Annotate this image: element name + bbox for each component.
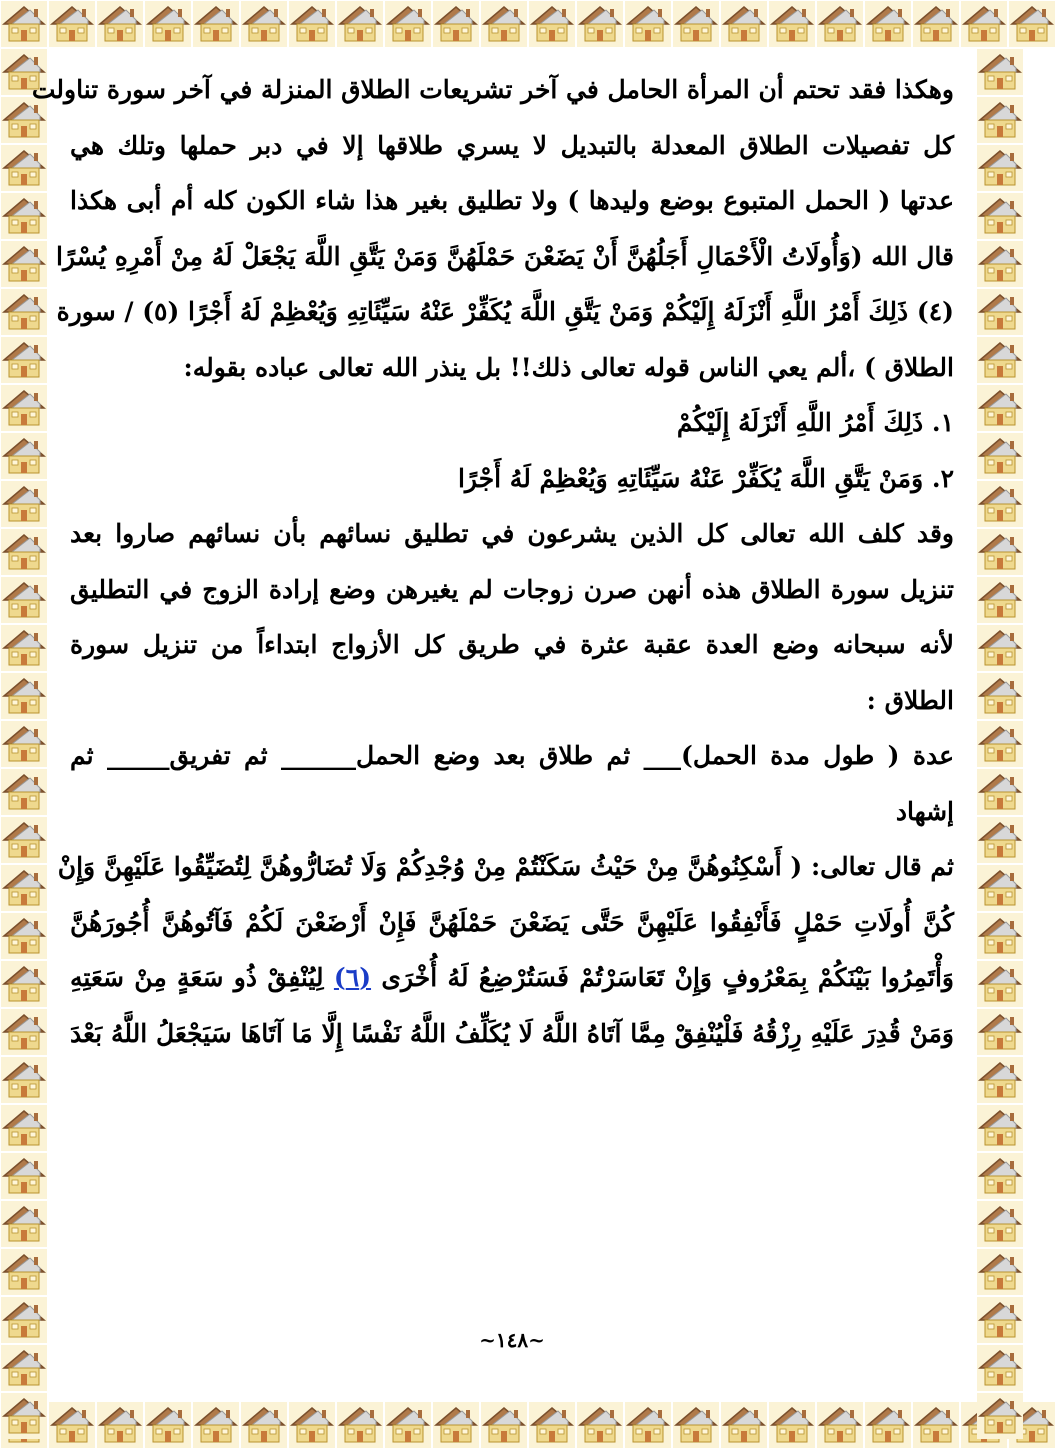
house-icon <box>0 816 48 864</box>
text-line-3: عدتها ( الحمل المتبوع بوضع وليدها ) ولا تطليق بغير هذا شاء الكون كله أم أبى هكذا <box>70 186 954 215</box>
house-icon <box>624 0 672 48</box>
house-icon <box>976 1152 1024 1200</box>
bottom-border <box>0 1401 1024 1449</box>
text-line-17-end: لِيُنْفِقْ ذُو سَعَةٍ مِنْ سَعَتِهِ <box>70 963 324 992</box>
text-line-15: ثم قال تعالى: ( أَسْكِنُوهُنَّ مِنْ حَيْثُ سَكَنْتُمْ مِنْ وُجْدِكُمْ وَلَا تُضَارُّوهُنَّ لِتُضَيِّقُوا عَلَيْهِنَّ وَإِنْ <box>57 852 954 881</box>
house-icon <box>976 1056 1024 1104</box>
house-icon <box>720 0 768 48</box>
house-icon <box>0 576 48 624</box>
house-icon <box>528 1401 576 1449</box>
house-icon <box>912 1401 960 1449</box>
house-icon <box>976 48 1024 96</box>
house-icon <box>96 1401 144 1449</box>
list-item-2: ٢. وَمَنْ يَتَّقِ اللَّهَ يُكَفِّرْ عَنْهُ سَيِّئَاتِهِ وَيُعْظِمْ لَهُ أَجْرًا <box>457 463 954 493</box>
house-icon <box>976 1200 1024 1248</box>
house-icon <box>0 240 48 288</box>
house-icon <box>48 0 96 48</box>
house-icon <box>768 0 816 48</box>
text-line-17-start: وَأْتَمِرُوا بَيْنَكُمْ بِمَعْرُوفٍ وَإِنْ تَعَاسَرْتُمْ فَسَتُرْضِعُ لَهُ أُخْرَى <box>381 963 954 992</box>
top-border <box>0 0 1024 48</box>
house-icon <box>976 1104 1024 1152</box>
house-icon <box>976 960 1024 1008</box>
house-icon <box>1008 0 1056 48</box>
house-icon <box>0 432 48 480</box>
house-icon <box>672 0 720 48</box>
house-icon <box>480 1401 528 1449</box>
house-icon <box>192 0 240 48</box>
house-icon <box>0 144 48 192</box>
house-icon <box>432 1401 480 1449</box>
house-icon <box>720 1401 768 1449</box>
house-icon <box>0 1056 48 1104</box>
house-icon <box>288 0 336 48</box>
text-line-6: الطلاق ) ،ألم يعي الناس قوله تعالى ذلك!! بل ينذر الله تعالى عباده بقوله: <box>183 352 954 382</box>
house-icon <box>528 0 576 48</box>
house-icon <box>0 384 48 432</box>
house-icon <box>0 0 48 48</box>
house-icon <box>0 1008 48 1056</box>
house-icon <box>0 1392 48 1440</box>
house-icon <box>480 0 528 48</box>
page-body <box>31 62 955 1061</box>
list-item-1: ١. ذَلِكَ أَمْرُ اللَّهِ أَنْزَلَهُ إِلَيْكُمْ <box>676 408 954 437</box>
text-line-11: لأنه سبحانه وضع العدة عقبة عثرة في طريق كل الأزواج ابتداءاً من تنزيل سورة <box>70 630 954 659</box>
house-icon <box>96 0 144 48</box>
house-icon <box>976 624 1024 672</box>
house-icon <box>192 1401 240 1449</box>
house-icon <box>0 528 48 576</box>
right-border <box>976 48 1024 1401</box>
house-icon <box>912 0 960 48</box>
text-line-2: كل تفصيلات الطلاق المعدلة بالتبديل لا يسري طلاقها إلا في دبر حملها وتلك هي <box>70 130 954 160</box>
page-number: ~١٤٨~ <box>479 1328 545 1352</box>
house-icon <box>976 432 1024 480</box>
house-icon <box>0 624 48 672</box>
text-line-5: (٤) ذَلِكَ أَمْرُ اللَّهِ أَنْزَلَهُ إِلَيْكُمْ وَمَنْ يَتَّقِ اللَّهَ يُكَفِّرْ عَنْهُ سَيِّئَاتِهِ وَيُعْظِمْ لَهُ أَجْرًا (٥) / سورة <box>56 297 954 326</box>
house-icon <box>976 336 1024 384</box>
house-icon <box>0 1104 48 1152</box>
left-border <box>0 48 48 1401</box>
house-icon <box>672 1401 720 1449</box>
house-icon <box>384 1401 432 1449</box>
house-icon <box>336 1401 384 1449</box>
text-line-4: قال الله (وَأُولَاتُ الْأَحْمَالِ أَجَلُهُنَّ أَنْ يَضَعْنَ حَمْلَهُنَّ وَمَنْ يَتَّقِ اللَّهَ يَجْعَلْ لَهُ مِنْ أَمْرِهِ يُسْرًا <box>56 241 954 271</box>
house-icon <box>976 864 1024 912</box>
verse-number-link[interactable]: (٦) <box>333 963 372 992</box>
house-icon <box>0 1152 48 1200</box>
house-icon <box>336 0 384 48</box>
house-icon <box>976 816 1024 864</box>
text-line-12: الطلاق : <box>866 685 954 715</box>
house-icon <box>0 960 48 1008</box>
house-icon <box>0 912 48 960</box>
house-icon <box>976 144 1024 192</box>
house-icon <box>0 288 48 336</box>
house-icon <box>0 336 48 384</box>
house-icon <box>0 1200 48 1248</box>
house-icon <box>816 0 864 48</box>
house-icon <box>384 0 432 48</box>
house-icon <box>0 672 48 720</box>
house-icon <box>0 720 48 768</box>
house-icon <box>960 0 1008 48</box>
house-icon <box>624 1401 672 1449</box>
text-line-10: تنزيل سورة الطلاق هذه أنهن صرن زوجات لم يغيرهن وضع إرادة الزوج في التطليق <box>70 574 955 604</box>
house-icon <box>976 528 1024 576</box>
house-icon <box>976 288 1024 336</box>
text-line-18: وَمَنْ قُدِرَ عَلَيْهِ رِزْقُهُ فَلْيُنْفِقْ مِمَّا آتَاهُ اللَّهُ لَا يُكَلِّفُ اللَّهُ نَفْسًا إِلَّا مَا آتَاهَا سَيَجْعَلُ اللَّهُ بَعْدَ <box>70 1018 954 1048</box>
house-icon <box>576 1401 624 1449</box>
house-icon <box>576 0 624 48</box>
text-line-16: كُنَّ أُولَاتِ حَمْلٍ فَأَنْفِقُوا عَلَيْهِنَّ حَتَّى يَضَعْنَ حَمْلَهُنَّ فَإِنْ أَرْضَعْنَ لَكُمْ فَآتُوهُنَّ أُجُورَهُنَّ <box>70 907 954 937</box>
house-icon <box>976 1392 1024 1440</box>
text-line-17 <box>70 950 954 1006</box>
house-icon <box>144 1401 192 1449</box>
house-icon <box>976 576 1024 624</box>
text-line-9: وقد كلف الله تعالى كل الذين يشرعون في تطليق نسائهم بأن نسائهم صاروا بعد <box>70 519 954 548</box>
house-icon <box>816 1401 864 1449</box>
house-icon <box>0 864 48 912</box>
house-icon <box>976 96 1024 144</box>
house-icon <box>48 1401 96 1449</box>
house-icon <box>288 1401 336 1449</box>
house-icon <box>976 912 1024 960</box>
house-icon <box>432 0 480 48</box>
house-icon <box>976 672 1024 720</box>
house-icon <box>240 0 288 48</box>
text-line-1: وهكذا فقد تحتم أن المرأة الحامل في آخر تشريعات الطلاق المنزلة في آخر سورة تناولت <box>31 75 954 104</box>
text-line-13: عدة ( طول مدة الحمل)___ ثم طلاق بعد وضع الحمل______ ثم تفريق_____ ثم <box>70 741 954 770</box>
house-icon <box>240 1401 288 1449</box>
house-icon <box>976 240 1024 288</box>
house-icon <box>976 1008 1024 1056</box>
house-icon <box>0 1248 48 1296</box>
text-line-14: إشهاد <box>895 796 954 826</box>
house-icon <box>976 768 1024 816</box>
house-icon <box>976 480 1024 528</box>
house-icon <box>144 0 192 48</box>
house-icon <box>976 192 1024 240</box>
house-icon <box>768 1401 816 1449</box>
house-icon <box>976 720 1024 768</box>
house-icon <box>0 768 48 816</box>
house-icon <box>976 384 1024 432</box>
house-icon <box>864 0 912 48</box>
house-icon <box>864 1401 912 1449</box>
house-icon <box>0 480 48 528</box>
house-icon <box>976 1248 1024 1296</box>
house-icon <box>0 192 48 240</box>
